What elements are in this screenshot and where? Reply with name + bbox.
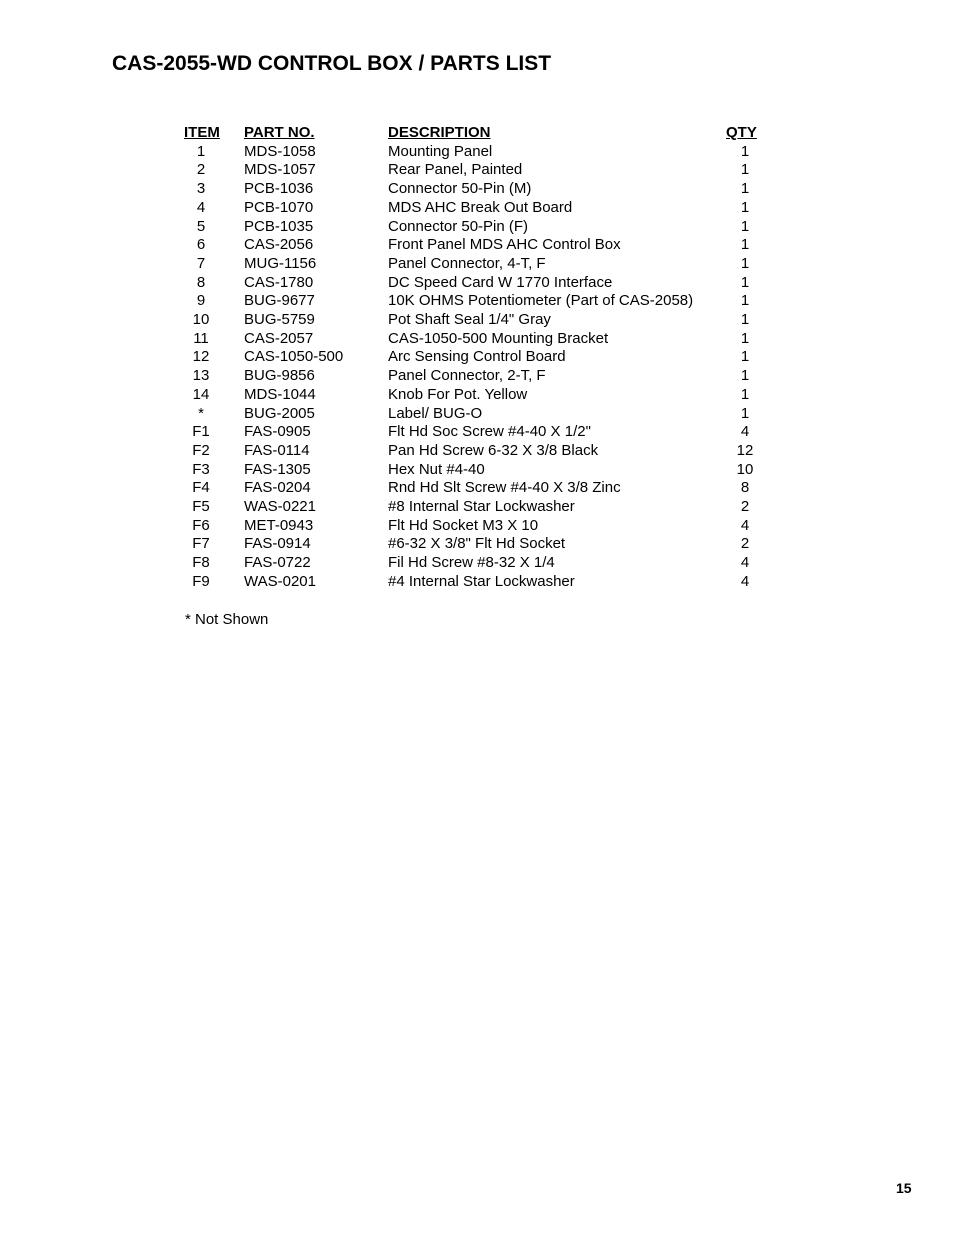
footnote: * Not Shown: [185, 611, 269, 628]
part-number-cell: BUG-2005: [244, 404, 315, 422]
header-part-no: PART NO.: [244, 124, 315, 141]
table-row: [184, 311, 764, 330]
description-cell: Connector 50-Pin (M): [388, 180, 532, 198]
quantity-cell: 1: [740, 329, 750, 347]
table-row: [184, 218, 764, 237]
quantity-cell: 4: [740, 423, 750, 441]
quantity-cell: 10: [736, 460, 754, 478]
part-number-cell: FAS-1305: [244, 460, 311, 478]
part-number-cell: FAS-0722: [244, 554, 311, 572]
item-number-cell: F1: [192, 423, 210, 441]
quantity-cell: 4: [740, 516, 750, 534]
item-number-cell: 7: [196, 254, 206, 272]
header-qty: QTY: [726, 124, 757, 141]
description-cell: Fil Hd Screw #8-32 X 1/4: [388, 554, 555, 572]
header-description: DESCRIPTION: [388, 124, 491, 141]
part-number-cell: CAS-1050-500: [244, 348, 344, 366]
quantity-cell: 12: [736, 441, 754, 459]
part-number-cell: MDS-1058: [244, 142, 316, 160]
table-row: [184, 442, 764, 461]
description-cell: #6-32 X 3/8" Flt Hd Socket: [388, 535, 566, 553]
quantity-cell: 8: [740, 479, 750, 497]
item-number-cell: F8: [192, 554, 210, 572]
header-item: ITEM: [184, 124, 220, 141]
table-row: [184, 236, 764, 255]
quantity-cell: 1: [740, 292, 750, 310]
quantity-cell: 1: [740, 367, 750, 385]
item-number-cell: 10: [192, 311, 210, 329]
part-number-cell: FAS-0204: [244, 479, 311, 497]
parts-table-body: [184, 143, 764, 592]
part-number-cell: PCB-1036: [244, 180, 314, 198]
table-row: [184, 535, 764, 554]
item-number-cell: 3: [196, 180, 206, 198]
part-number-cell: CAS-2056: [244, 236, 314, 254]
part-number-cell: BUG-9677: [244, 292, 315, 310]
item-number-cell: 1: [196, 142, 206, 160]
item-number-cell: 5: [196, 217, 206, 235]
table-row: [184, 348, 764, 367]
table-row: [184, 423, 764, 442]
quantity-cell: 1: [740, 348, 750, 366]
table-row: [184, 386, 764, 405]
part-number-cell: MUG-1156: [244, 254, 317, 272]
description-cell: DC Speed Card W 1770 Interface: [388, 273, 613, 291]
parts-table: [184, 124, 764, 592]
table-row: [184, 199, 764, 218]
description-cell: 10K OHMS Potentiometer (Part of CAS-2058): [388, 292, 694, 310]
table-row: [184, 479, 764, 498]
table-row: [184, 573, 764, 592]
part-number-cell: MET-0943: [244, 516, 314, 534]
table-row: [184, 554, 764, 573]
description-cell: #8 Internal Star Lockwasher: [388, 498, 575, 516]
item-number-cell: F4: [192, 479, 210, 497]
quantity-cell: 1: [740, 385, 750, 403]
description-cell: Panel Connector, 2-T, F: [388, 367, 546, 385]
table-row: [184, 461, 764, 480]
part-number-cell: MDS-1044: [244, 385, 316, 403]
quantity-cell: 1: [740, 311, 750, 329]
quantity-cell: 1: [740, 180, 750, 198]
description-cell: Front Panel MDS AHC Control Box: [388, 236, 621, 254]
part-number-cell: FAS-0914: [244, 535, 311, 553]
description-cell: Hex Nut #4-40: [388, 460, 485, 478]
table-row: [184, 367, 764, 386]
part-number-cell: PCB-1035: [244, 217, 314, 235]
description-cell: Rnd Hd Slt Screw #4-40 X 3/8 Zinc: [388, 479, 621, 497]
quantity-cell: 2: [740, 498, 750, 516]
table-row: [184, 161, 764, 180]
description-cell: Mounting Panel: [388, 142, 493, 160]
item-number-cell: F3: [192, 460, 210, 478]
description-cell: Pan Hd Screw 6-32 X 3/8 Black: [388, 441, 599, 459]
item-number-cell: 14: [192, 385, 210, 403]
table-row: [184, 292, 764, 311]
item-number-cell: F7: [192, 535, 210, 553]
part-number-cell: FAS-0114: [244, 441, 310, 459]
description-cell: Flt Hd Socket M3 X 10: [388, 516, 539, 534]
part-number-cell: MDS-1057: [244, 161, 316, 179]
quantity-cell: 1: [740, 404, 750, 422]
quantity-cell: 1: [740, 217, 750, 235]
quantity-cell: 2: [740, 535, 750, 553]
quantity-cell: 1: [740, 142, 750, 160]
table-row: [184, 274, 764, 293]
description-cell: Pot Shaft Seal 1/4" Gray: [388, 311, 551, 329]
quantity-cell: 1: [740, 161, 750, 179]
page-title: CAS-2055-WD CONTROL BOX / PARTS LIST: [112, 52, 552, 75]
part-number-cell: BUG-5759: [244, 311, 315, 329]
item-number-cell: F5: [192, 498, 210, 516]
table-header-row: [184, 124, 764, 143]
item-number-cell: *: [198, 404, 204, 422]
item-number-cell: 6: [196, 236, 206, 254]
quantity-cell: 4: [740, 554, 750, 572]
quantity-cell: 4: [740, 572, 750, 590]
description-cell: CAS-1050-500 Mounting Bracket: [388, 329, 609, 347]
item-number-cell: 11: [193, 329, 209, 347]
part-number-cell: WAS-0221: [244, 498, 316, 516]
item-number-cell: 9: [196, 292, 206, 310]
part-number-cell: WAS-0201: [244, 572, 316, 590]
part-number-cell: PCB-1070: [244, 198, 314, 216]
item-number-cell: 13: [192, 367, 210, 385]
quantity-cell: 1: [740, 236, 750, 254]
table-row: [184, 330, 764, 349]
quantity-cell: 1: [740, 254, 750, 272]
item-number-cell: F2: [192, 441, 210, 459]
description-cell: Connector 50-Pin (F): [388, 217, 529, 235]
part-number-cell: FAS-0905: [244, 423, 311, 441]
table-row: [184, 517, 764, 536]
item-number-cell: 8: [196, 273, 206, 291]
part-number-cell: CAS-1780: [244, 273, 314, 291]
table-row: [184, 405, 764, 424]
table-row: [184, 498, 764, 517]
page-number: 15: [896, 1180, 912, 1196]
item-number-cell: 12: [192, 348, 210, 366]
table-row: [184, 143, 764, 162]
quantity-cell: 1: [740, 273, 750, 291]
item-number-cell: F9: [192, 572, 210, 590]
table-row: [184, 180, 764, 199]
part-number-cell: CAS-2057: [244, 329, 314, 347]
description-cell: Panel Connector, 4-T, F: [388, 254, 546, 272]
description-cell: #4 Internal Star Lockwasher: [388, 572, 575, 590]
description-cell: Label/ BUG-O: [388, 404, 483, 422]
description-cell: MDS AHC Break Out Board: [388, 198, 573, 216]
table-row: [184, 255, 764, 274]
part-number-cell: BUG-9856: [244, 367, 315, 385]
description-cell: Rear Panel, Painted: [388, 161, 523, 179]
description-cell: Flt Hd Soc Screw #4-40 X 1/2": [388, 423, 591, 441]
item-number-cell: F6: [192, 516, 210, 534]
item-number-cell: 4: [196, 198, 206, 216]
item-number-cell: 2: [196, 161, 206, 179]
description-cell: Knob For Pot. Yellow: [388, 385, 528, 403]
description-cell: Arc Sensing Control Board: [388, 348, 566, 366]
quantity-cell: 1: [740, 198, 750, 216]
